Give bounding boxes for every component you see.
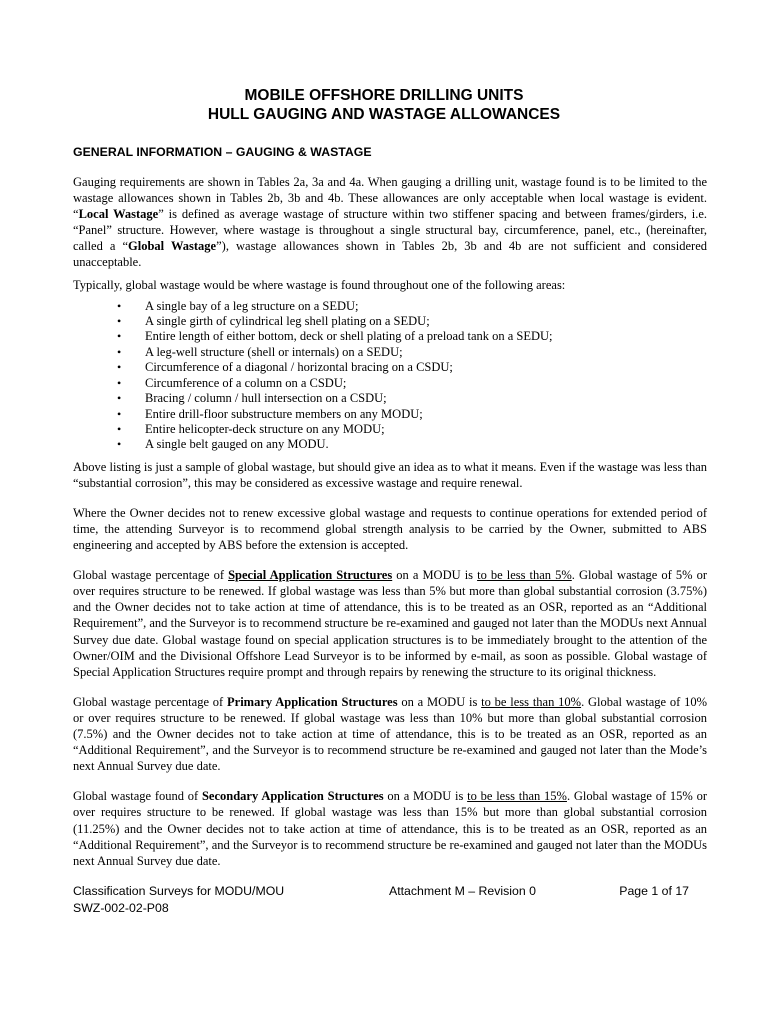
text-run: . Global wastage of 15% or over requires structure to be renewed. If global wastage was less than 15% but more than global substantial corrosion (11.25%) and the Owner decides not to take action at time of attendance, this is to be treated as an OSR, reported as an “Additional Requirement”, and the Surveyor is to recommend structure be re-examined and gauged not later than the MODUs next Annual Survey due date. (73, 789, 707, 868)
term-global-wastage: Global Wastage (128, 239, 217, 254)
text-run: on a MODU is (392, 568, 478, 583)
text-run: Global wastage percentage of (73, 568, 229, 583)
footer-page-number: Page 1 of 17 (619, 884, 689, 898)
text-run: Global wastage percentage of (73, 694, 228, 709)
list-item: • Circumference of a column on a CSDU; (73, 376, 707, 391)
list-item: • A single belt gauged on any MODU. (73, 437, 707, 452)
text-run: ” is defined as average wastage of structure within two stiffener spacing and between frames/girders, i.e. “Panel” structure. However, where wastage is throughout a single structural bay, circumference, panel, etc., (hereinafter, called a “ (73, 207, 707, 254)
list-item: • Entire drill-floor substructure members on any MODU; (73, 407, 707, 422)
paragraph-owner-decision: Where the Owner decides not to renew excessive global wastage and requests to continue operations for extended period of time, the attending Surveyor is to recommend global strength analysis to be carried by the Owner, submitted to ABS engineering and accepted by ABS before the extension is accepted. (73, 505, 707, 553)
text-run: on a MODU is (383, 789, 468, 804)
paragraph-gauging-requirements (73, 174, 707, 271)
term-special-application-structures: Special Application Structures (228, 568, 393, 583)
document-body (73, 174, 707, 875)
text-run: . Global wastage of 5% or over requires structure to be renewed. If global wastage was less than 5% but more than global substantial corrosion (3.75%) and the Owner decides not to take action at time of attendance, this is to be treated as an OSR, reported as an “Additional Requirement”, and the Surveyor is to recommend structure be re-examined and gauged not later than the MODUs next Annual Survey due date. Global wastage found on special application structures is to be immediately brought to the attention of the Owner/OIM and the Divisional Offshore Lead Surveyor is to be informed by e-mail, as soon as possible. Global wastage of Special Application Structures require prompt and through repairs by renewing the structure to its original thickness. (73, 568, 707, 679)
text-run: Gauging requirements are shown in Tables 2a, 3a and 4a. When gauging a drilling unit, wastage found is to be limited to the wastage allowances shown in Tables 2b, 3b and 4b. These allowances are only acceptable when local wastage is evident. “ (73, 175, 707, 222)
paragraph-special-application (73, 567, 707, 680)
paragraph-global-wastage-areas: Typically, global wastage would be where wastage is found throughout one of the following areas: (73, 277, 566, 292)
text-run: . Global wastage of 10% or over requires structure to be renewed. If global wastage was less than 10% but more than global substantial corrosion (7.5%) and the Owner decides not to take action at time of attendance, this is to be treated as an OSR, reported as an “Additional Requirement”, and the Surveyor is to recommend structure be re-examined and gauged not later than the Mode’s next Annual Survey due date. (73, 694, 707, 774)
page-title (0, 86, 768, 124)
title-line-1: MOBILE OFFSHORE DRILLING UNITS (244, 87, 524, 104)
list-item: • Entire length of either bottom, deck or shell plating of a preload tank on a SEDU; (73, 329, 707, 344)
list-item: • A leg-well structure (shell or internals) on a SEDU; (73, 345, 707, 360)
list-item: • Bracing / column / hull intersection on a CSDU; (73, 391, 707, 406)
footer-document-title: Classification Surveys for MODU/MOU (73, 884, 285, 898)
list-item: • A single girth of cylindrical leg shell plating on a SEDU; (73, 314, 707, 329)
footer-document-code: SWZ-002-02-P08 (73, 901, 169, 915)
term-primary-application-structures: Primary Application Structures (227, 694, 398, 709)
text-run: ”), wastage allowances shown in Tables 2b, 3b and 4b are not sufficient and considered unacceptable. (73, 239, 707, 270)
footer-attachment: Attachment M – Revision 0 (389, 884, 536, 898)
limit-primary: to be less than 10% (481, 694, 582, 709)
text-run: Global wastage found of (73, 789, 202, 804)
list-item: • Entire helicopter-deck structure on any MODU; (73, 422, 707, 437)
title-line-2: HULL GAUGING AND WASTAGE ALLOWANCES (207, 106, 561, 123)
paragraph-listing-sample: Above listing is just a sample of global wastage, but should give an idea as to what it means. Even if the wastage was less than “substantial corrosion”, this may be considered as excessive wastage and require renewal. (73, 459, 707, 490)
paragraph-secondary-application (73, 788, 707, 868)
limit-secondary: to be less than 15% (467, 789, 567, 804)
text-run: on a MODU is (397, 694, 482, 709)
limit-special: to be less than 5% (477, 568, 572, 583)
list-item: • A single bay of a leg structure on a SEDU; (73, 299, 707, 314)
section-heading: GENERAL INFORMATION – GAUGING & WASTAGE (73, 145, 372, 159)
term-secondary-application-structures: Secondary Application Structures (201, 789, 384, 804)
term-local-wastage: Local Wastage (78, 207, 159, 222)
list-item: • Circumference of a diagonal / horizontal bracing on a CSDU; (73, 360, 707, 375)
paragraph-primary-application (73, 694, 707, 774)
global-wastage-list (73, 299, 707, 453)
